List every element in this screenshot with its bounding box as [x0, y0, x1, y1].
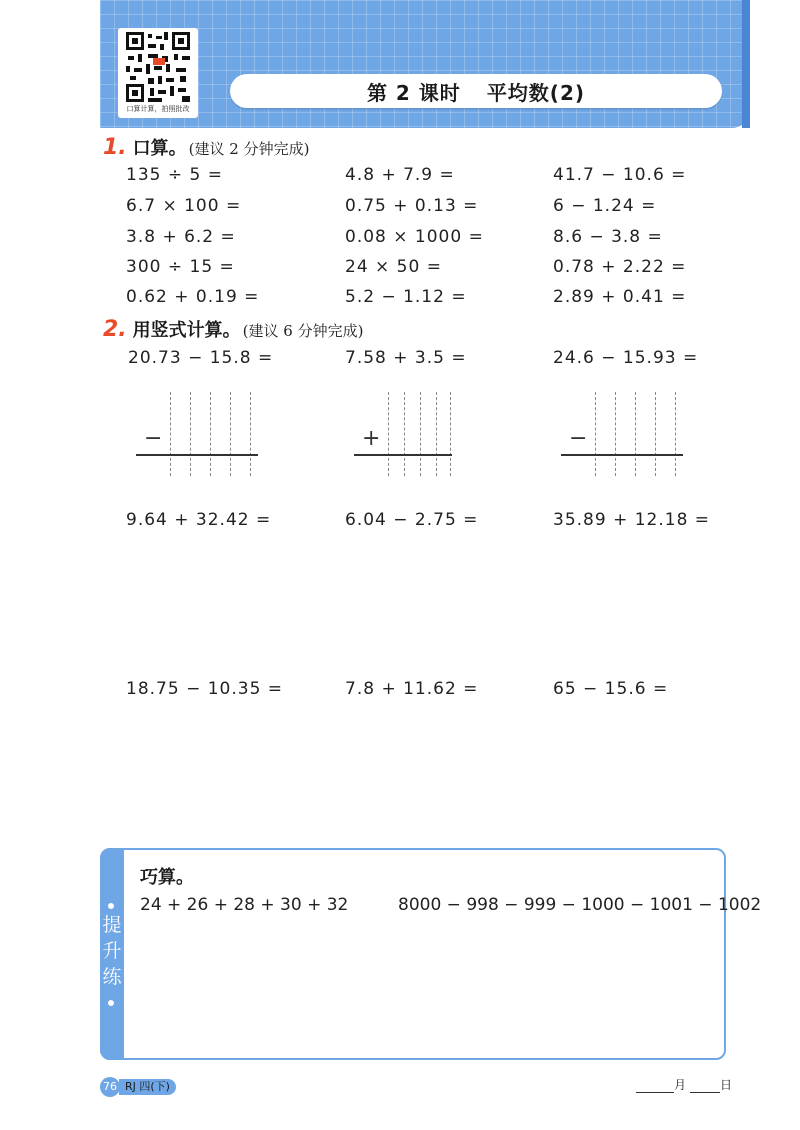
section-1-heading	[103, 134, 309, 160]
day-label: 日	[720, 1078, 733, 1092]
date-month	[636, 1076, 686, 1093]
page-number: 76	[100, 1077, 120, 1097]
section-title: 口算。	[132, 138, 187, 159]
mental-math-problem: 8.6 − 3.8 =	[553, 227, 663, 247]
column-calc-problem: 18.75 − 10.35 =	[126, 679, 284, 699]
mental-math-problem: 0.62 + 0.19 =	[126, 287, 260, 307]
boost-practice-label	[100, 912, 124, 990]
qr-caption: 口算计算，拍照批改	[126, 105, 190, 113]
answer-line	[561, 454, 683, 456]
section-title: 用竖式计算。	[132, 320, 241, 341]
mental-math-problem: 41.7 − 10.6 =	[553, 165, 687, 185]
mental-math-problem: 4.8 + 7.9 =	[345, 165, 455, 185]
lesson-number: 第 2 课时	[366, 80, 461, 105]
mental-math-problem: 3.8 + 6.2 =	[126, 227, 236, 247]
day-blank[interactable]	[690, 1081, 720, 1093]
tab-dot	[108, 1000, 114, 1006]
tab-char: 提	[102, 914, 122, 936]
column-calc-problem: 9.64 + 32.42 =	[126, 510, 272, 530]
mental-math-problem: 135 ÷ 5 =	[126, 165, 223, 185]
section-number: 2.	[103, 317, 127, 342]
boost-title: 巧算。	[140, 867, 194, 888]
mental-math-problem: 0.08 × 1000 =	[345, 227, 484, 247]
mental-math-problem: 6.7 × 100 =	[126, 196, 242, 216]
month-label: 月	[674, 1078, 687, 1092]
grade-tag: RJ 四(下)	[119, 1079, 176, 1095]
mental-math-problem: 24 × 50 =	[345, 257, 442, 277]
vertical-calc-grid[interactable]	[561, 392, 691, 482]
column-calc-problem: 6.04 − 2.75 =	[345, 510, 479, 530]
operator-sign: +	[362, 426, 381, 451]
mental-math-problem: 6 − 1.24 =	[553, 196, 657, 216]
section-note: (建议 2 分钟完成)	[188, 140, 310, 158]
header-edge	[742, 0, 750, 128]
date-day	[690, 1076, 732, 1093]
column-calc-problem: 7.8 + 11.62 =	[345, 679, 479, 699]
qr-code[interactable]	[118, 28, 198, 118]
month-blank[interactable]	[636, 1081, 674, 1093]
column-calc-problem: 65 − 15.6 =	[553, 679, 669, 699]
section-number: 1.	[103, 135, 127, 160]
vertical-calc-grid[interactable]	[354, 392, 484, 482]
column-calc-problem: 24.6 − 15.93 =	[553, 348, 699, 368]
qr-code-icon	[126, 32, 190, 102]
answer-line	[354, 454, 452, 456]
operator-sign: −	[569, 426, 588, 451]
answer-line	[136, 454, 258, 456]
clever-calc-problem: 24 + 26 + 28 + 30 + 32	[140, 895, 349, 915]
lesson-topic: 平均数(2)	[486, 80, 586, 105]
mental-math-problem: 2.89 + 0.41 =	[553, 287, 687, 307]
operator-sign: −	[144, 426, 163, 451]
mental-math-problem: 5.2 − 1.12 =	[345, 287, 467, 307]
mental-math-problem: 300 ÷ 15 =	[126, 257, 235, 277]
column-calc-problem: 7.58 + 3.5 =	[345, 348, 467, 368]
section-note: (建议 6 分钟完成)	[242, 322, 364, 340]
tab-char: 升	[102, 940, 122, 962]
column-calc-problem: 35.89 + 12.18 =	[553, 510, 711, 530]
vertical-calc-grid[interactable]	[136, 392, 266, 482]
lesson-title	[230, 74, 722, 108]
clever-calc-problem: 8000 − 998 − 999 − 1000 − 1001 − 1002	[398, 895, 762, 915]
mental-math-problem: 0.75 + 0.13 =	[345, 196, 479, 216]
tab-char: 练	[102, 966, 122, 988]
section-2-heading	[103, 316, 363, 342]
mental-math-problem: 0.78 + 2.22 =	[553, 257, 687, 277]
tab-dot	[108, 903, 114, 909]
column-calc-problem: 20.73 − 15.8 =	[128, 348, 274, 368]
